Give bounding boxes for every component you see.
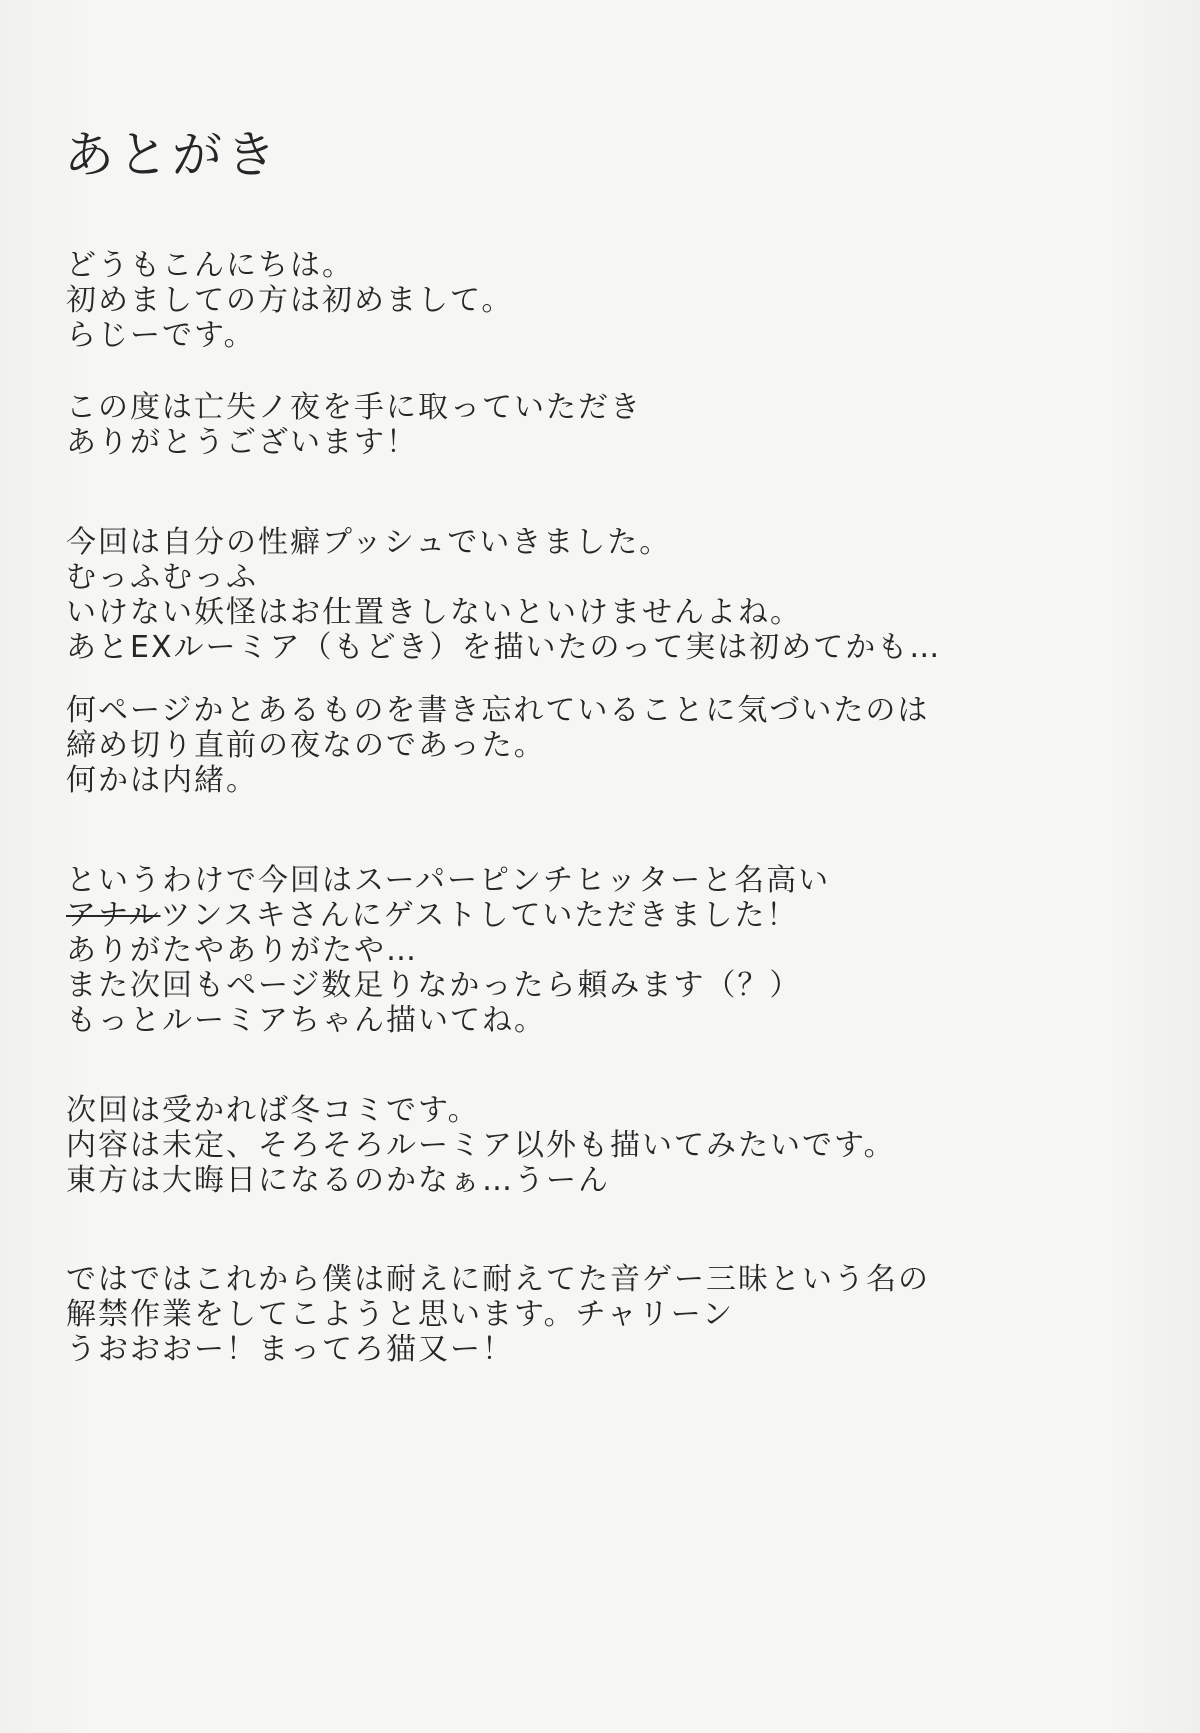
text-line: というわけで今回はスーパーピンチヒッターと名高い <box>66 863 831 898</box>
text-line: 初めましての方は初めまして。 <box>66 283 514 318</box>
text-line: うおおおー！まってろ猫又ー！ <box>66 1332 514 1367</box>
guest-line-text: ツンスキさんにゲストしていただきました！ <box>160 898 799 933</box>
paragraph-thanks <box>66 390 642 460</box>
text-line: らじーです。 <box>66 318 256 353</box>
text-line: 何ページかとあるものを書き忘れていることに気づいたのは <box>66 693 930 728</box>
text-line: 解禁作業をしてこようと思います。チャリーン <box>66 1297 735 1332</box>
page-title: あとがき <box>64 126 280 184</box>
text-line: ではではこれから僕は耐えに耐えてた音ゲー三昧という名の <box>66 1262 930 1297</box>
text-line: 締め切り直前の夜なのであった。 <box>66 728 546 763</box>
paragraph-guest <box>66 863 830 1038</box>
text-line: 内容は未定、そろそろルーミア以外も描いてみたいです。 <box>66 1128 896 1163</box>
text-line-guest <box>66 898 830 933</box>
struck-text: アナル <box>66 898 161 933</box>
text-line: 東方は大晦日になるのかなぁ…うーん <box>66 1163 610 1198</box>
paragraph-this-time <box>66 525 941 665</box>
text-line: どうもこんにちは。 <box>66 248 354 283</box>
text-line: むっふむっふ <box>66 560 258 595</box>
text-line: いけない妖怪はお仕置きしないといけませんよね。 <box>66 595 802 630</box>
text-line: この度は亡失ノ夜を手に取っていただき <box>66 390 642 425</box>
text-line: あとEXルーミア（もどき）を描いたのって実は初めてかも… <box>66 630 942 665</box>
paragraph-next-time <box>66 1093 896 1198</box>
text-line: 何かは内緒。 <box>66 763 258 798</box>
text-line: 今回は自分の性癖プッシュでいきました。 <box>66 525 672 560</box>
paragraph-greeting <box>66 248 513 353</box>
text-line: 次回は受かれば冬コミです。 <box>66 1093 480 1128</box>
text-line: ありがとうございます！ <box>66 425 418 460</box>
text-line: もっとルーミアちゃん描いてね。 <box>66 1003 546 1038</box>
text-line: また次回もページ数足りなかったら頼みます（？） <box>66 968 802 1003</box>
paragraph-closing <box>66 1262 930 1367</box>
paragraph-forgot <box>66 693 929 798</box>
text-line: ありがたやありがたや… <box>66 933 418 968</box>
